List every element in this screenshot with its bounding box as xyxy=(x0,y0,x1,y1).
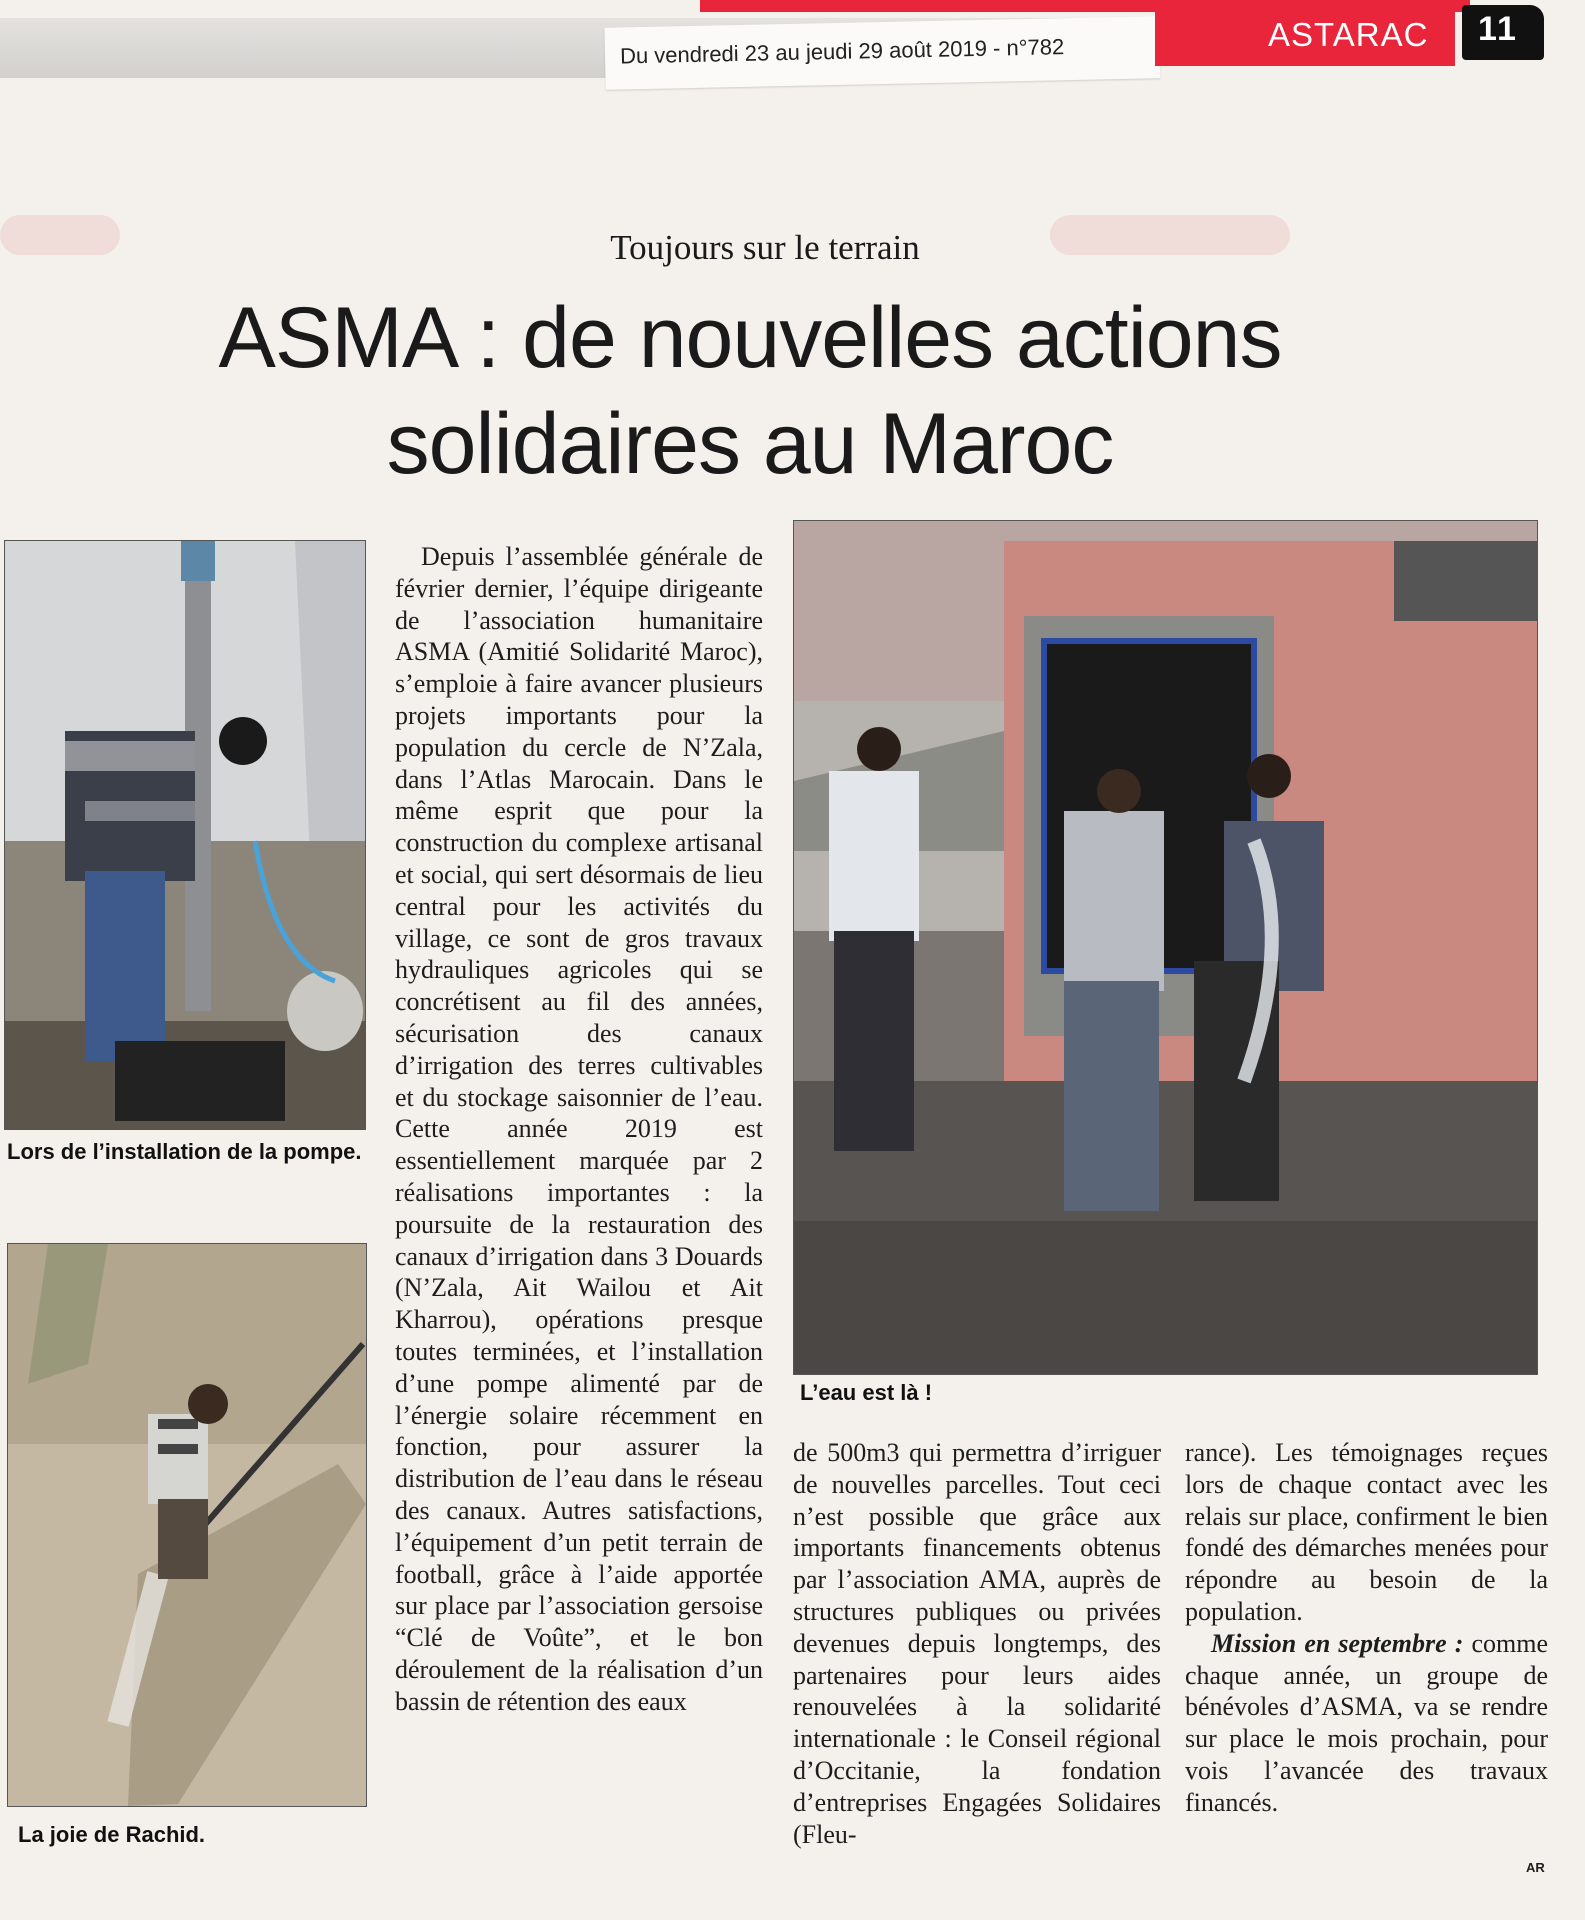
column-3 xyxy=(1185,1437,1548,1819)
column-1-text: Depuis l’assemblée générale de février dernier, l’équipe dirigeante de l’association humanitaire ASMA (Amitié Solidarité Maroc), s’emploie à faire avancer plusieurs projets importants pour la population du cercle de N’Zala, dans l’Atlas Marocain. Dans le même esprit que pour la construction du complexe artisanal et social, qui sert désormais de lieu central pour les activités du village, ce sont de gros travaux hydrauliques agricoles qui se concrétisent au fil des années, sécurisation des canaux d’irrigation des terres cultivables et du stockage saisonnier de l’eau. Cette année 2019 est essentiellement marquée par 2 réalisations importantes : la poursuite de la restauration des canaux d’irrigation dans 3 Douards (N’Zala, Ait Wailou et Ait Kharrou), opérations presque toutes terminées, et l’installation d’une pompe alimenté par de l’énergie solaire récemment en fonction, pour assurer la distribution de l’eau dans le réseau des canaux. Autres satisfactions, l’équipement d’un petit terrain de football, grâce à l’aide apportée sur place par l’association gersoise “Clé de Voûte”, et le bon déroulement de la réalisation d’un bassin de rétention des eaux xyxy=(395,542,763,1716)
caption-rachid: La joie de Rachid. xyxy=(18,1822,206,1847)
ghost-pill-left xyxy=(0,215,120,255)
mission-text: comme chaque année, un groupe de bénévoles d’ASMA, va se rendre sur place le mois prochain, pour vois l’avancée des travaux financés. xyxy=(1185,1628,1548,1817)
article-headline: ASMA : de nouvelles actions solidaires au Maroc xyxy=(218,290,1282,492)
rachid-image xyxy=(8,1244,366,1806)
page-number: 11 xyxy=(1478,10,1518,48)
ghost-text xyxy=(0,350,23,453)
column-2-text: de 500m3 qui permettra d’irriguer de nouvelles parcelles. Tout ceci n’est possible que grâce aux importants financements obtenus par l’association AMA, auprès de structures publiques ou privées devenues depuis longtemps, des partenaires pour leurs aides renouvelées à la solidarité internationale : le Conseil régional d’Occitanie, la fondation d’entreprises Engagées Solidaires (Fleu- xyxy=(793,1438,1161,1849)
column-1 xyxy=(395,541,763,1717)
caption-water: L’eau est là ! xyxy=(800,1380,933,1405)
photo-rachid xyxy=(7,1243,367,1807)
photo-pump-installation xyxy=(4,540,366,1130)
pump-installation-image xyxy=(5,541,365,1129)
caption-pump: Lors de l’installation de la pompe. xyxy=(7,1139,362,1164)
column-2 xyxy=(793,1437,1161,1850)
mission-lead: Mission en septembre : xyxy=(1211,1628,1464,1658)
author-signature: AR xyxy=(1526,1860,1545,1875)
water-image xyxy=(794,521,1537,1374)
article-kicker: Toujours sur le terrain xyxy=(610,228,920,267)
section-name: ASTARAC xyxy=(1268,16,1429,53)
photo-water xyxy=(793,520,1538,1375)
date-line: Du vendredi 23 au jeudi 29 août 2019 - n°782 xyxy=(619,34,1065,69)
column-3-text: rance). Les témoignages reçues lors de chaque contact avec les relais sur place, confirment le bien fondé des démarches menées pour répondre au besoin de la population. xyxy=(1185,1438,1548,1626)
